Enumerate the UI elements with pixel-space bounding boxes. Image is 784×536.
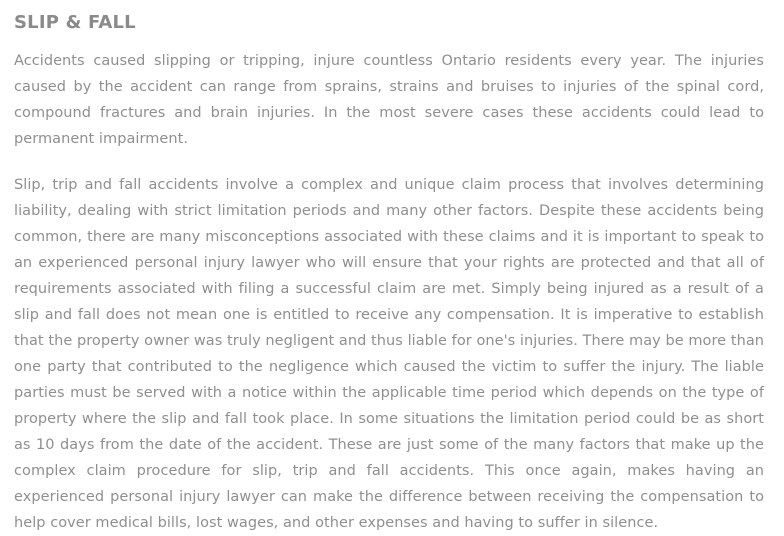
page-title: SLIP & FALL bbox=[14, 12, 136, 33]
body-paragraph-1: Accidents caused slipping or tripping, injure countless Ontario residents every year. The injuries caused by the accident can range from sprains, strains and bruises to injuries of the spinal cord, compound fractures and brain injuries. In the most severe cases these accidents could lead to permanent impairment. bbox=[14, 52, 764, 147]
body-paragraph-2: Slip, trip and fall accidents involve a complex and unique claim process that involves determining liability, dealing with strict limitation periods and many other factors. Despite these accidents being common, there are many misconceptions associated with these claims and it is important to speak to an experienced personal injury lawyer who will ensure that your rights are protected and that all of requirements associated with filing a successful claim are met. Simply being injured as a result of a slip and fall does not mean one is entitled to receive any compensation. It is imperative to establish that the property owner was truly negligent and thus liable for one's injuries. There may be more than one party that contributed to the negligence which caused the victim to suffer the injury. The liable parties must be served with a notice within the applicable time period which depends on the type of property where the slip and fall took place. In some situations the limitation period could be as short as 10 days from the date of the accident. These are just some of the many factors that make up the complex claim procedure for slip, trip and fall accidents. This once again, makes having an experienced personal injury lawyer can make the difference between receiving the compensation to help cover medical bills, lost wages, and other expenses and having to suffer in silence. bbox=[14, 176, 764, 531]
